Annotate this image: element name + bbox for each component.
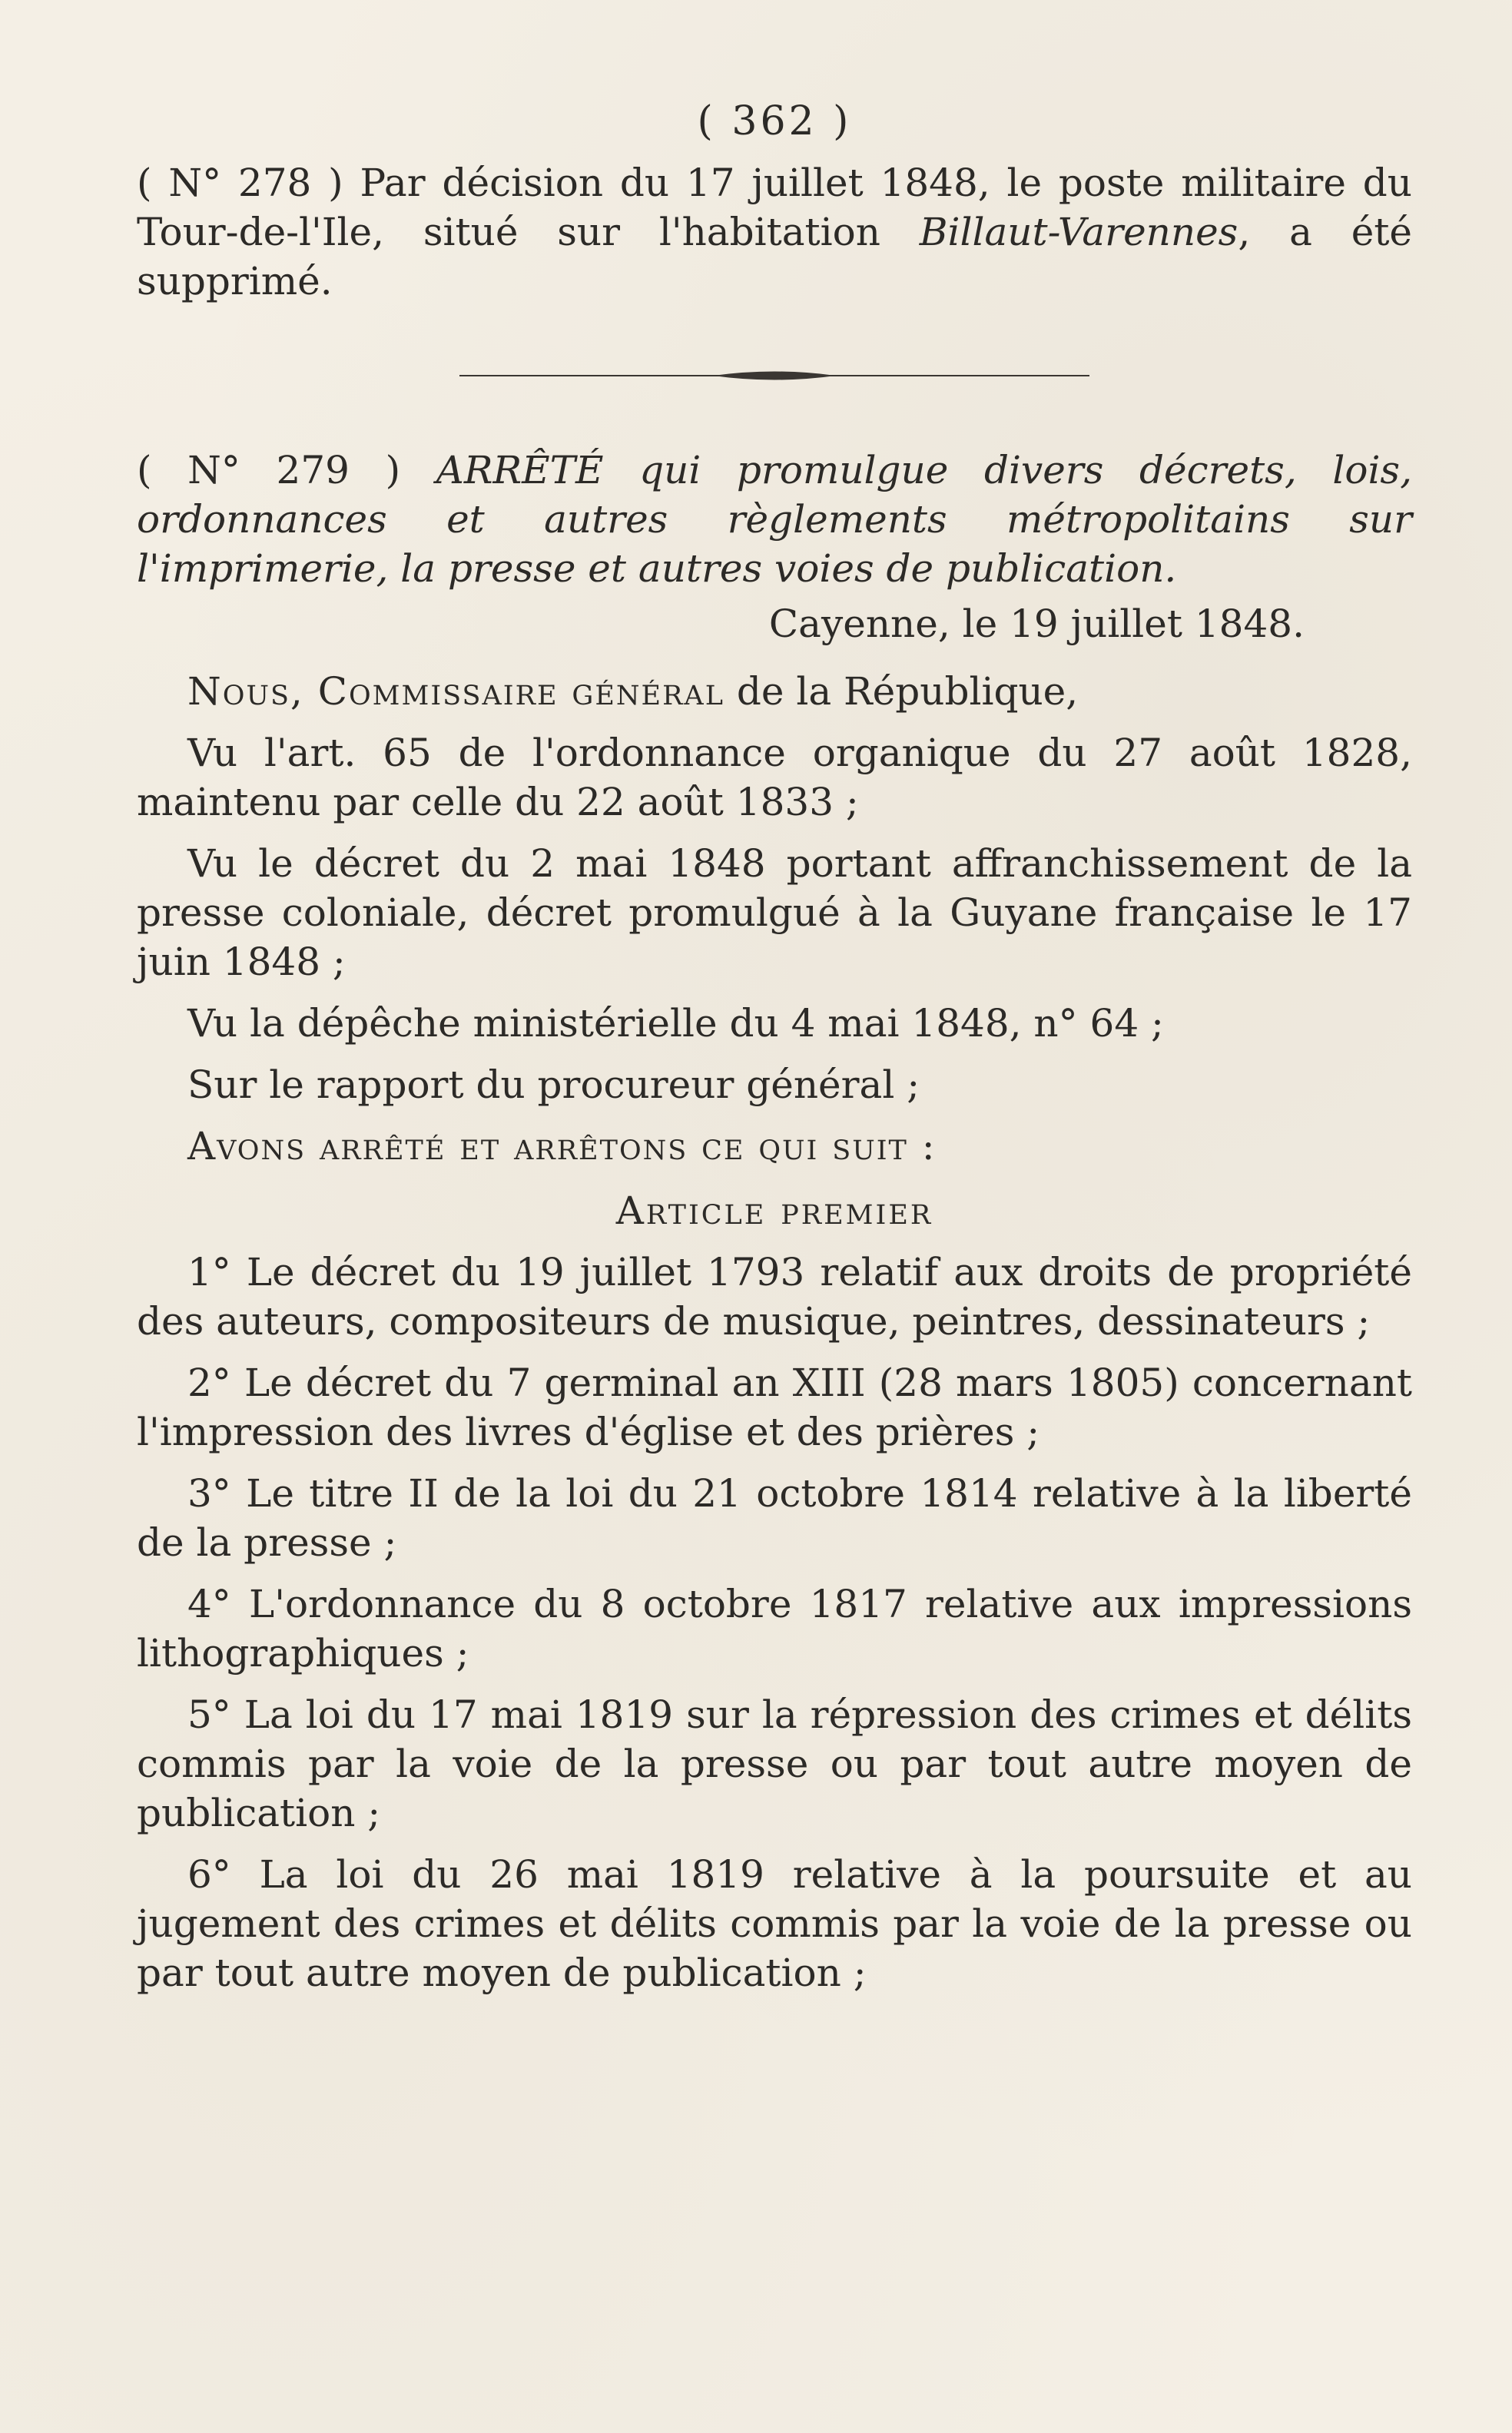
list-item: 4° L'ordonnance du 8 octobre 1817 relative aux impressions lithographiques ; <box>137 1582 1412 1676</box>
entry-279-number: ( N° 279 ) <box>137 448 401 492</box>
preamble-nous-rest: de la République, <box>724 669 1079 714</box>
entry-278-text: Par décision du 17 juillet 1848, le poste militaire du Tour-de-l'Ile, situé sur l'habitation <box>137 161 1412 254</box>
entry-279-subject: qui promulgue divers décrets, lois, ordonnances et autres règlements métropolitains sur l'imprimerie, la presse et autres voies de publication. <box>137 448 1412 591</box>
preamble-avons: Avons arrêté et arrêtons ce qui suit : <box>187 1124 937 1168</box>
list-item: 5° La loi du 17 mai 1819 sur la répression des crimes et délits commis par la voie de la presse ou par tout autre moyen de publication ; <box>137 1692 1412 1835</box>
list-item: 2° Le décret du 7 germinal an XIII (28 mars 1805) concernant l'impression des livres d'église et des prières ; <box>137 1361 1412 1454</box>
entry-279-arrete: ARRÊTÉ <box>400 448 604 492</box>
entry-278 <box>137 158 1412 306</box>
preamble-vu-decret: Vu le décret du 2 mai 1848 portant affranchissement de la presse coloniale, décret promulgué à la Guyane française le 17 juin 1848 ; <box>137 841 1412 984</box>
entry-278-habitation-name: Billaut-Varennes <box>919 210 1238 254</box>
page-number: ( 362 ) <box>697 98 852 144</box>
list-item: 3° Le titre II de la loi du 21 octobre 1814 relative à la liberté de la presse ; <box>137 1471 1412 1565</box>
preamble-rapport: Sur le rapport du procureur général ; <box>187 1062 920 1107</box>
entry-278-text-end: , a été supprimé. <box>137 210 1413 303</box>
separator-rule <box>459 367 1089 384</box>
entry-278-number: ( N° 278 ) <box>137 161 343 205</box>
place-date: Cayenne, le 19 juillet 1848. <box>768 602 1305 646</box>
entry-279-title <box>137 446 1412 593</box>
article-heading: Article premier <box>615 1188 933 1233</box>
list-item: 6° La loi du 26 mai 1819 relative à la poursuite et au jugement des crimes et délits commis par la voie de la presse ou par tout autre moyen de publication ; <box>137 1852 1412 1995</box>
page-content <box>137 91 1412 1997</box>
preamble-vu-ordonnance: Vu l'art. 65 de l'ordonnance organique du 27 août 1828, maintenu par celle du 22 août 1833 ; <box>137 731 1412 824</box>
list-item: 1° Le décret du 19 juillet 1793 relatif aux droits de propriété des auteurs, compositeurs de musique, peintres, dessinateurs ; <box>137 1250 1412 1344</box>
commissaire-general: Nous, Commissaire général <box>187 669 724 714</box>
preamble-nous <box>137 667 1412 716</box>
preamble-vu-depeche: Vu la dépêche ministérielle du 4 mai 1848, n° 64 ; <box>187 1001 1164 1046</box>
